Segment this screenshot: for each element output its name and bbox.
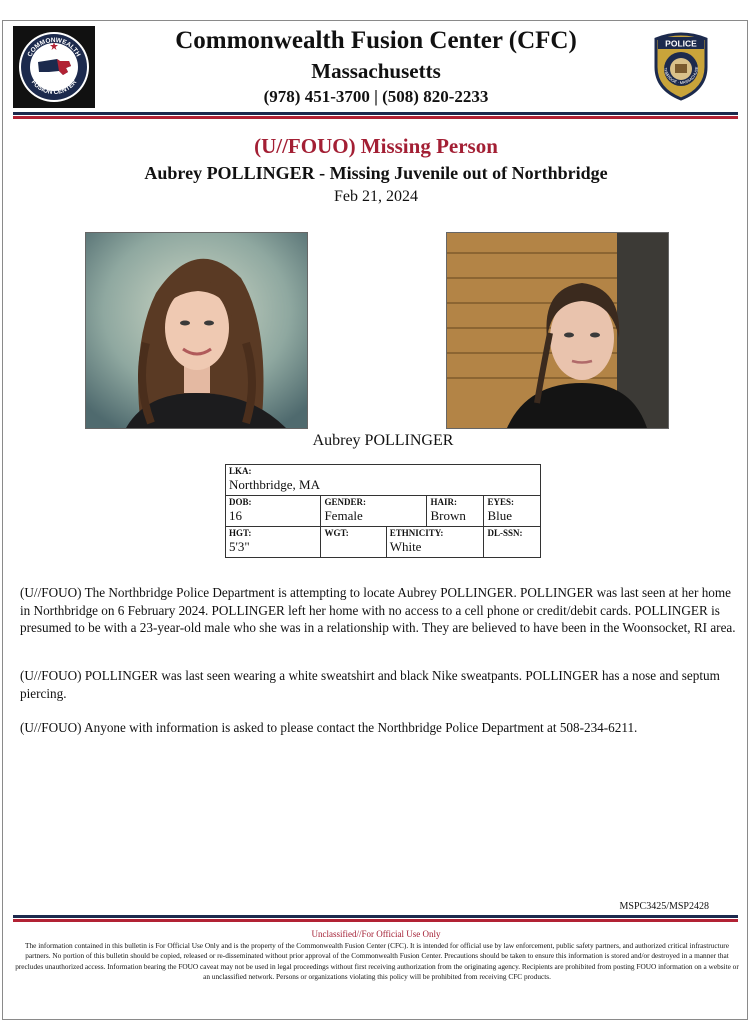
dob-value: 16: [229, 508, 242, 523]
subject-photo-1: [85, 232, 308, 429]
gender-cell: [321, 496, 427, 527]
bulletin-title: (U//FOUO) Missing Person: [254, 134, 498, 158]
reference-number: MSPC3425/MSP2428: [619, 901, 709, 912]
subject-photo-2: [446, 232, 669, 429]
hgt-value: 5'3": [229, 539, 250, 554]
footer-rule-navy: [13, 915, 738, 918]
eyes-label: EYES:: [487, 497, 514, 507]
lka-label: LKA:: [229, 466, 252, 476]
ethnicity-label: ETHNICITY:: [389, 528, 444, 538]
hgt-label: HGT:: [229, 528, 252, 538]
hair-label: HAIR:: [430, 497, 457, 507]
body-paragraph-2: (U//FOUO) POLLINGER was last seen wearing a white sweatshirt and black Nike sweatpants. POLLINGER has a nose and septum piercing.: [20, 668, 720, 701]
header-rule-navy: [13, 112, 738, 115]
eyes-value: Blue: [487, 508, 513, 523]
lka-cell: [226, 465, 541, 496]
bulletin-subtitle: Aubrey POLLINGER - Missing Juvenile out of Northbridge: [144, 163, 608, 183]
gender-value: Female: [324, 508, 363, 523]
bulletin-page: [2, 20, 748, 1020]
dob-label: DOB:: [229, 497, 252, 507]
footer-disclaimer: The information contained in this bulletin is For Official Use Only and is the property of the Commonwealth Fusion Center (CFC). It is intended for official use by law enforcement, public safety partners, and authorized critical infrastructure partners. No portion of this bulletin should be copied, released or re-disseminated without prior approval of the Commonwealth Fusion Center. Precautions should be taken to ensure this information is stored and/or destroyed in a manner that precludes unauthorized access. Information bearing the FOUO caveat may not be used in legal proceedings without first receiving authorization from the originating agency. Recipients are prohibited from posting FOUO information on a website or an unclassified network. Persons or organizations violating this policy will be prohibited from receiving CFC products.: [15, 941, 739, 981]
hair-value: Brown: [430, 508, 466, 523]
body-paragraph-1: (U//FOUO) The Northbridge Police Department is attempting to locate Aubrey POLLINGER. POLLINGER was last seen at her home in Northbridge on 6 February 2024. POLLINGER left her home with no access to a cell phone or credit/debit cards. POLLINGER is presumed to be with a 23-year-old male who she was in a relationship with. They are believed to have been in the Woonsocket, RI area.: [20, 585, 736, 635]
cfc-logo-bottom-text: FUSION CENTER: [29, 78, 79, 97]
header-title: Commonwealth Fusion Center (CFC): [175, 27, 577, 54]
classification-marking: Unclassified//For Official Use Only: [311, 929, 441, 939]
police-badge-text: POLICE: [665, 38, 697, 49]
dlssn-label: DL-SSN:: [487, 528, 523, 538]
footer-rule-red: [13, 919, 738, 922]
eyes-cell: [484, 496, 541, 527]
gender-label: GENDER:: [324, 497, 366, 507]
subject-info-table: [225, 464, 541, 558]
dob-cell: [226, 496, 321, 527]
wgt-cell: [321, 527, 386, 558]
subject-name-caption: Aubrey POLLINGER: [312, 432, 454, 449]
wgt-value: [324, 539, 382, 555]
header-phones: (978) 451-3700 | (508) 820-2233: [263, 87, 489, 106]
ethnicity-cell: [386, 527, 484, 558]
cfc-logo-top-text: COMMONWEALTH: [26, 36, 82, 59]
hgt-cell: [226, 527, 321, 558]
dlssn-value: [487, 539, 537, 555]
police-badge-logo: [652, 31, 710, 101]
hair-cell: [427, 496, 484, 527]
lka-value: Northbridge, MA: [229, 477, 320, 492]
ethnicity-value: White: [389, 539, 422, 554]
police-badge-ring-text: THBRIDGE · MASSACHUSE: [662, 66, 700, 86]
bulletin-date: Feb 21, 2024: [334, 188, 418, 205]
body-paragraph-3: (U//FOUO) Anyone with information is asked to please contact the Northbridge Police Department at 508-234-6211.: [20, 720, 638, 735]
dlssn-cell: [484, 527, 541, 558]
wgt-label: WGT:: [324, 528, 349, 538]
header-state: Massachusetts: [311, 59, 441, 83]
header-rule-red: [13, 116, 738, 119]
